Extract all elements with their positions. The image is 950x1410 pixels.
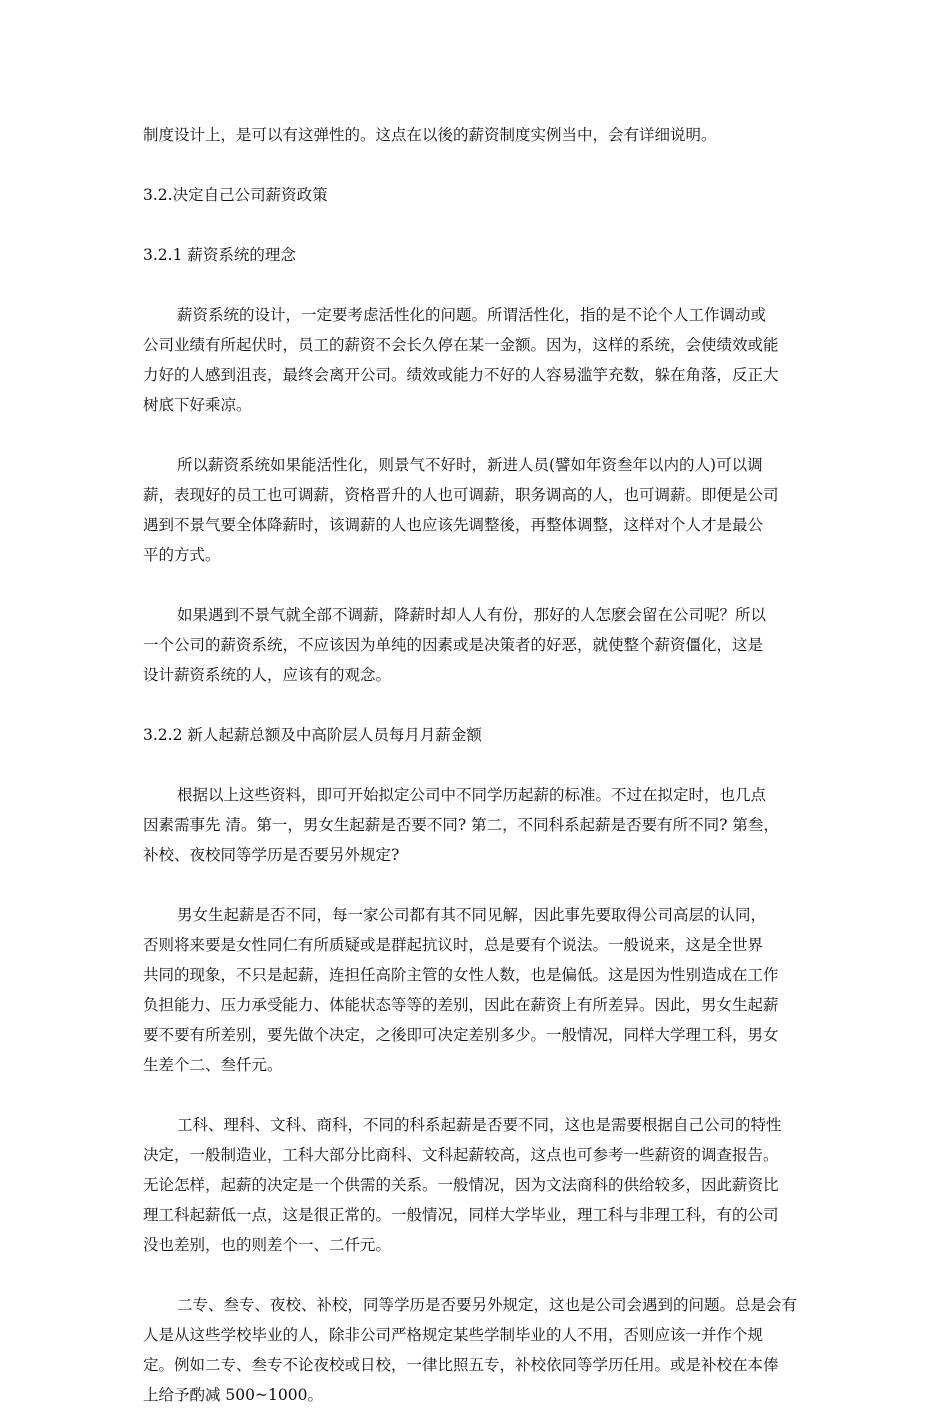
spacer bbox=[143, 690, 813, 720]
paragraph-1 bbox=[143, 300, 813, 420]
paragraph-line: 无论怎样，起薪的决定是一个供需的关系。一般情况，因为文法商科的供给较多，因此薪资比 bbox=[143, 1176, 779, 1194]
spacer bbox=[143, 210, 813, 240]
spacer bbox=[143, 870, 813, 900]
paragraph-line: 平的方式。 bbox=[143, 546, 221, 564]
section-heading-3-2-2: 3.2.2 新人起薪总额及中高阶层人员每月月薪金额 bbox=[143, 726, 482, 744]
paragraph-line: 没也差别，也的则差个一、二仟元。 bbox=[143, 1236, 392, 1254]
paragraph-line: 设计薪资系统的人，应该有的观念。 bbox=[143, 666, 392, 684]
paragraph-line: 公司业绩有所起伏时，员工的薪资不会长久停在某一金额。因为，这样的系统，会使绩效或能 bbox=[143, 336, 779, 354]
paragraph-line: 理工科起薪低一点，这是很正常的。一般情况，同样大学毕业，理工科与非理工科，有的公司 bbox=[143, 1206, 779, 1224]
paragraph-4 bbox=[143, 780, 813, 870]
paragraph-line: 决定，一般制造业，工科大部分比商科、文科起薪较高，这点也可参考一些薪资的调查报告。 bbox=[143, 1146, 779, 1164]
spacer bbox=[143, 150, 813, 180]
spacer bbox=[143, 270, 813, 300]
paragraph-line: 薪资系统的设计，一定要考虑活性化的问题。所谓活性化，指的是不论个人工作调动或 bbox=[177, 306, 767, 324]
paragraph-line: 人是从这些学校毕业的人，除非公司严格规定某些学制毕业的人不用，否则应该一并作个规 bbox=[143, 1326, 764, 1344]
paragraph-line: 工科、理科、文科、商科，不同的科系起薪是否要不同，这也是需要根据自己公司的特性 bbox=[177, 1116, 782, 1134]
paragraph-3 bbox=[143, 600, 813, 690]
spacer bbox=[143, 750, 813, 780]
document-page bbox=[143, 120, 813, 1410]
paragraph-line: 所以薪资系统如果能活性化，则景气不好时，新进人员(譬如年资叁年以内的人)可以调 bbox=[177, 456, 763, 474]
spacer bbox=[143, 420, 813, 450]
paragraph-line: 定。例如二专、叁专不论夜校或日校，一律比照五专，补校依同等学历任用。或是补校在本俸 bbox=[143, 1356, 779, 1374]
paragraph-line: 负担能力、压力承受能力、体能状态等等的差别，因此在薪资上有所差异。因此，男女生起薪 bbox=[143, 996, 779, 1014]
paragraph-line: 否则将来要是女性同仁有所质疑或是群起抗议时，总是要有个说法。一般说来，这是全世界 bbox=[143, 936, 764, 954]
paragraph-line: 力好的人感到沮丧，最终会离开公司。绩效或能力不好的人容易滥竽充数，躲在角落，反正大 bbox=[143, 366, 779, 384]
paragraph-7 bbox=[143, 1290, 813, 1410]
spacer bbox=[143, 570, 813, 600]
paragraph-2 bbox=[143, 450, 813, 570]
paragraph-line: 如果遇到不景气就全部不调薪，降薪时却人人有份，那好的人怎麽会留在公司呢？所以 bbox=[177, 606, 767, 624]
paragraph-line: 生差个二、叁仟元。 bbox=[143, 1056, 283, 1074]
paragraph-6 bbox=[143, 1110, 813, 1260]
section-heading-3-2: 3.2.决定自己公司薪资政策 bbox=[143, 186, 328, 204]
paragraph-5 bbox=[143, 900, 813, 1080]
intro-line: 制度设计上，是可以有这弹性的。这点在以後的薪资制度实例当中，会有详细说明。 bbox=[143, 126, 717, 144]
paragraph-line: 补校、夜校同等学历是否要另外规定? bbox=[143, 846, 400, 864]
paragraph-line: 二专、叁专、夜校、补校，同等学历是否要另外规定，这也是公司会遇到的问题。总是会有 bbox=[177, 1296, 798, 1314]
spacer bbox=[143, 1080, 813, 1110]
paragraph-line: 薪，表现好的员工也可调薪，资格晋升的人也可调薪，职务调高的人，也可调薪。即便是公司 bbox=[143, 486, 779, 504]
paragraph-line: 树底下好乘凉。 bbox=[143, 396, 252, 414]
paragraph-line: 要不要有所差别，要先做个决定，之後即可决定差别多少。一般情况，同样大学理工科，男女 bbox=[143, 1026, 779, 1044]
paragraph-line: 遇到不景气要全体降薪时，该调薪的人也应该先调整後，再整体调整，这样对个人才是最公 bbox=[143, 516, 764, 534]
spacer bbox=[143, 1260, 813, 1290]
paragraph-line: 上给予酌减 500~1000。 bbox=[143, 1386, 323, 1404]
section-heading-3-2-1: 3.2.1 薪资系统的理念 bbox=[143, 246, 296, 264]
paragraph-line: 一个公司的薪资系统，不应该因为单纯的因素或是决策者的好恶，就使整个薪资僵化，这是 bbox=[143, 636, 764, 654]
paragraph-line: 根据以上这些资料，即可开始拟定公司中不同学历起薪的标准。不过在拟定时，也几点 bbox=[177, 786, 767, 804]
paragraph-line: 共同的现象，不只是起薪，连担任高阶主管的女性人数，也是偏低。这是因为性别造成在工作 bbox=[143, 966, 779, 984]
paragraph-line: 男女生起薪是否不同，每一家公司都有其不同见解，因此事先要取得公司高层的认同， bbox=[177, 906, 767, 924]
paragraph-line: 因素需事先 清。第一，男女生起薪是否要不同? 第二，不同科系起薪是否要有所不同? 第叁， bbox=[143, 816, 779, 834]
